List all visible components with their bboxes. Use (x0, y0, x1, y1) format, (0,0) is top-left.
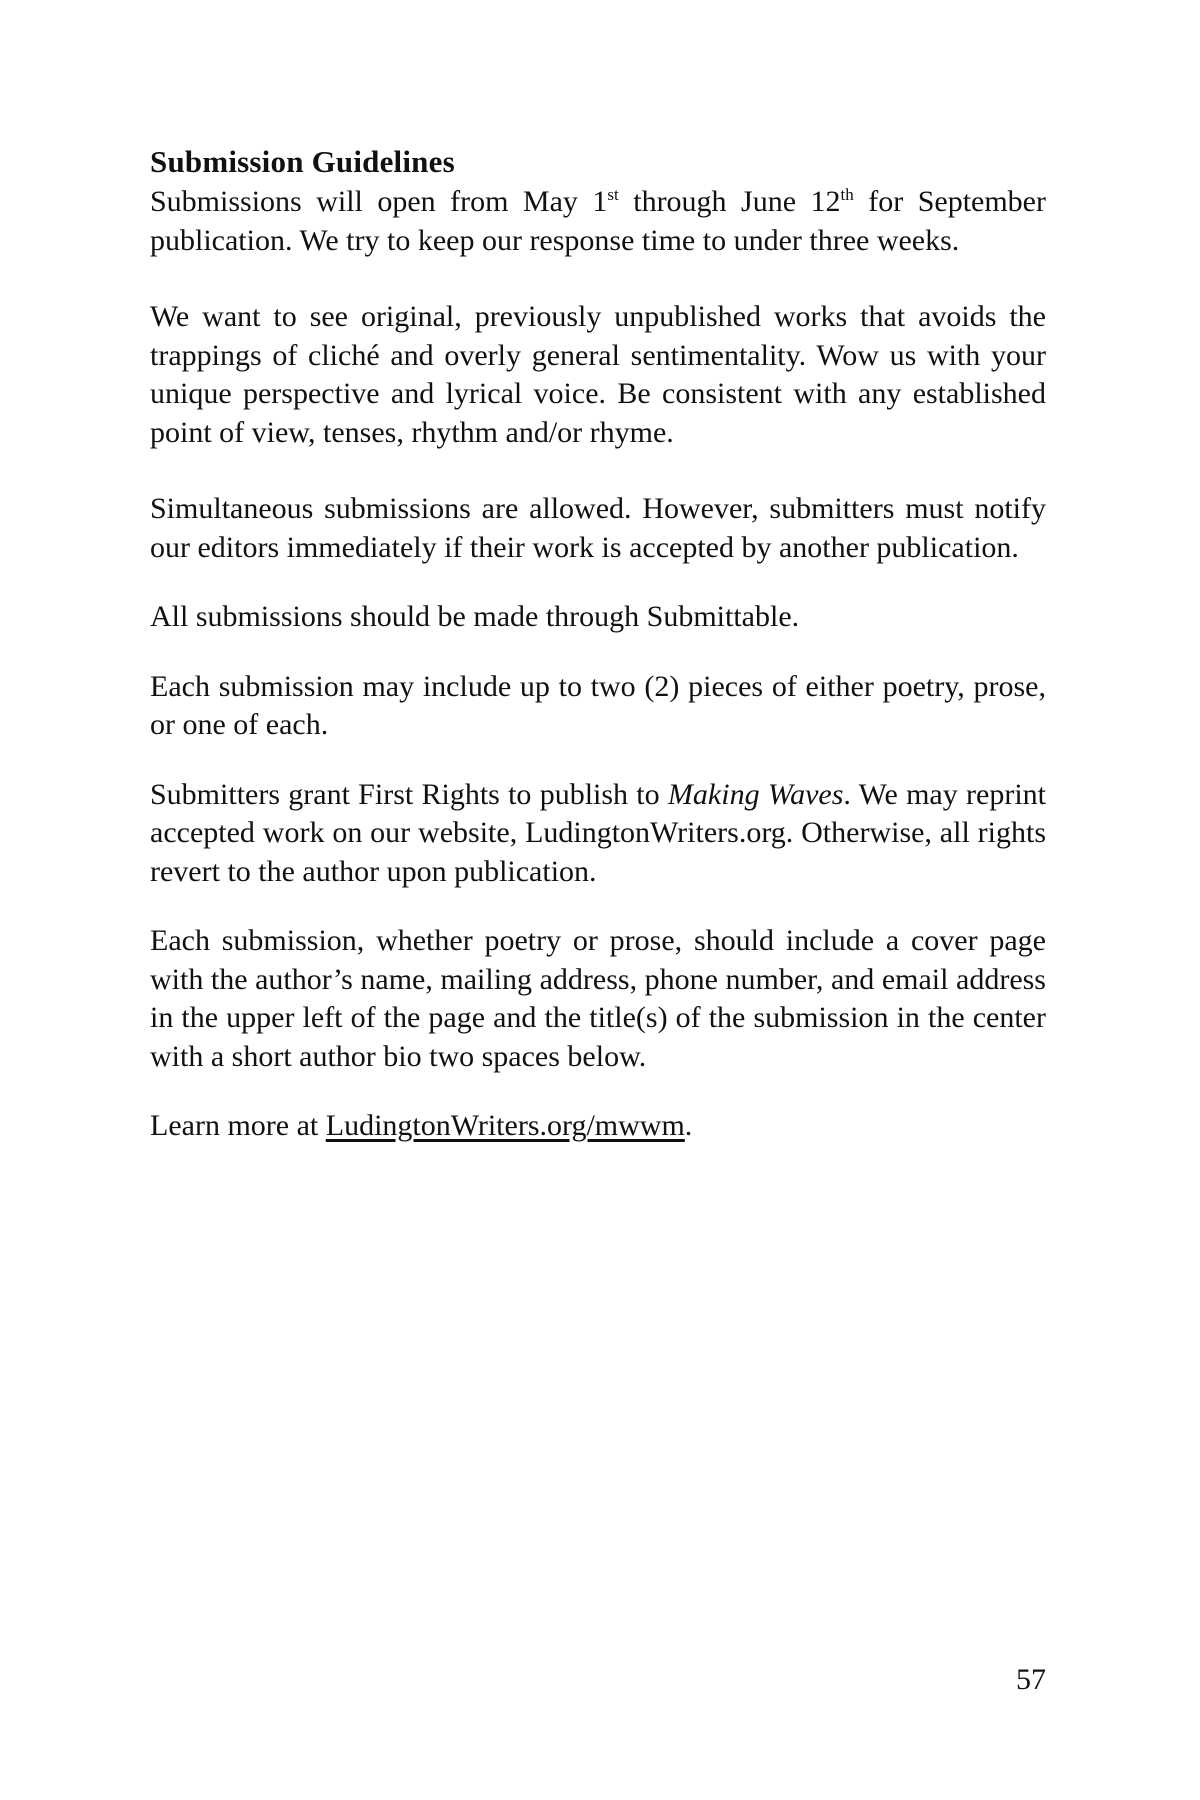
simultaneous-submissions-paragraph: Simultaneous submissions are allowed. However, submitters must notify our editors immediately if their work is accepted by another publication. (150, 492, 1046, 564)
cover-page-paragraph: Each submission, whether poetry or prose, should include a cover page with the author’s name, mailing address, phone number, and email address in the upper left of the page and the title(s) of the submission in the center with a short author bio two spaces below. (150, 924, 1046, 1073)
pieces-limit-paragraph: Each submission may include up to two (2) pieces of either poetry, prose, or one of each. (150, 669, 1046, 741)
dates-text-c: for September publication. We try to keep our response time to under three weeks. (150, 185, 1046, 257)
dates-ordinal-b: th (840, 185, 854, 204)
submission-dates-paragraph (150, 183, 1046, 260)
rights-text-b: . We may reprint accepted work on our website, LudingtonWriters.org. Otherwise, all rights revert to the author upon publication. (150, 777, 1046, 888)
learn-more-period: . (684, 1109, 693, 1142)
page-number: 57 (1016, 1663, 1046, 1696)
rights-text-a: Submitters grant First Rights to publish to (150, 777, 668, 811)
page-title: Submission Guidelines (150, 144, 455, 179)
original-work-paragraph: We want to see original, previously unpublished works that avoids the trappings of cliché and overly general sentimentality. Wow us with your unique perspective and lyrical voice. Be consistent with any established point of view, tenses, rhythm and/or rhyme. (150, 300, 1046, 449)
website-link[interactable]: LudingtonWriters.org/mwwm (325, 1109, 685, 1142)
publication-title: Making Waves (667, 777, 844, 811)
rights-paragraph (150, 776, 1046, 892)
dates-text-a: Submissions will open from May 1 (150, 185, 608, 218)
learn-more-text: Learn more at (150, 1109, 326, 1142)
dates-text-b: through June 12 (618, 185, 841, 218)
learn-more-paragraph (150, 1107, 1046, 1146)
dates-ordinal-a: st (607, 185, 619, 204)
page-content (150, 143, 1046, 1146)
submittable-paragraph: All submissions should be made through Submittable. (150, 600, 800, 633)
